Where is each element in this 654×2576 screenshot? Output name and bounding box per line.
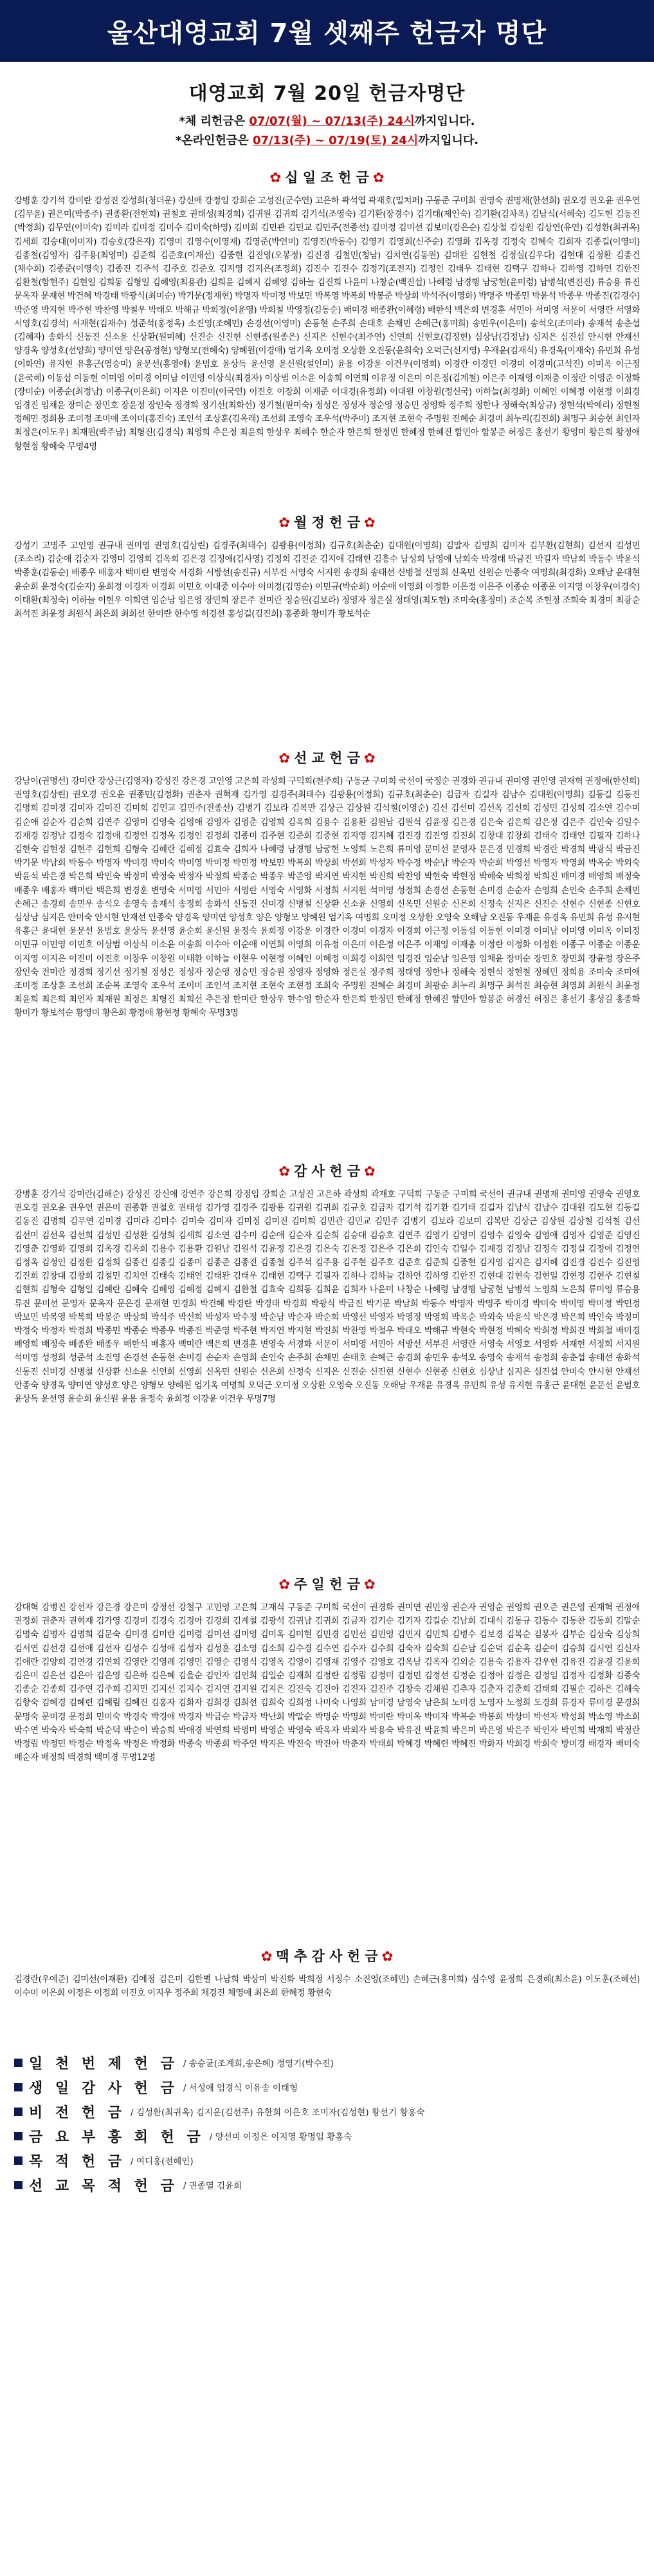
notice-suffix: 까지입니다. — [418, 134, 479, 147]
section-title: 월 정 헌 금 — [293, 515, 361, 530]
square-bullet-icon — [14, 2083, 23, 2091]
offering-title: 목 적 헌 금 — [29, 2153, 125, 2170]
flower-icon: ✿ — [278, 1577, 290, 1592]
flower-icon: ✿ — [381, 1949, 394, 1964]
section-heading — [14, 1946, 640, 1965]
section-harvest-thanks — [14, 1946, 640, 2028]
other-offerings — [14, 2050, 640, 2197]
name-list: 강남이(권명선) 강미란 강상근(김영자) 강성진 강은경 고인영 고은희 곽성희 구덕희(천주희) 구동균 구미희 국선이 국정순 권경화 권규내 권미영 권인영 권재혁 권정애(한선희) 권영호(김상린) 권오경 권오윤 권종민(김정화) 권춘자 권혁재 김가영 김경주(최태수) 김광용(이정희) 김규호(최춘순) 김금자 김길자 김남수 김대원(이명희) 김동길 김동진 김명희 김미경 김미자 김미진 김미희 김민교 김민주(전종선) 김병기 김보라 김복만 김상근 김상원 김석철(이영순) 김선 김선미 김선옥 김선희 김성민 김성희 김소연 김수미 김순애 김순자 김순희 김연주 김영미 김영숙 김영애 김영자 김영춘 김영희 김옥희 김용수 김용환 김원남 김원석 김윤정 김은경 김은숙 김은희 김은정 김은주 김인숙 김일수 김재경 김정남 김정숙 김정애 김정연 김정옥 김정인 김정희 김종미 김주현 김준희 김중현 김지영 김지혜 김진경 김진영 김진희 김창대 김창희 김태숙 김태연 김필자 김하나 김현숙 김현정 김현주 김현희 김형숙 김혜란 김혜정 김효숙 김희자 나혜령 남경행 남궁현 노영희 노은희 류미영 문미선 문영자 문은경 민경희 박경란 박경희 박광식 박금진 박기문 박남희 박동수 박명자 박미경 박미숙 박미영 박미정 박민정 박보민 박복희 박상희 박선희 박성자 박수정 박순남 박순자 박순희 박영선 박영자 박영희 박옥순 박외숙 박윤석 박은경 박은희 박인숙 박정미 박정숙 박정자 박정희 박종순 박종우 박준영 박지연 박지현 박진희 박찬영 박현숙 박현정 박혜숙 박희정 박희진 배미경 배영희 배정숙 배종우 배홍자 백미란 백은희 변경훈 변영숙 서미영 서민아 서영란 서영숙 서영화 서정희 서지원 석미영 성정희 손경선 손동현 손미경 손순자 손영희 손인숙 손주희 손채민 손혜근 송경희 송민우 송석오 송영숙 송재석 송정희 송화석 신동진 신미경 신병철 신상환 신소윤 신영희 신옥민 신원순 신은희 신정숙 신지은 신진순 신현수 신현종 신현호 심상남 심지은 안미숙 안시현 안재선 안종숙 양경옥 양미연 양성호 양은 양형모 양혜원 엄기옥 여명희 오미정 오상환 오영숙 오해남 오진동 우재윤 유경옥 유민희 유성 유지현 유홍근 윤대현 윤문선 윤범호 윤상득 윤선영 윤순희 윤신원 윤정숙 윤희정 이강윤 이경란 이경미 이경자 이경희 이근정 이동섭 이동현 이미경 이미남 이미영 이미옥 이미정 이민규 이민영 이민호 이상범 이상식 이소윤 이송희 이수아 이순애 이연희 이영희 이유정 이은미 이은정 이은주 이재영 이재충 이정란 이정화 이정환 이종구 이종순 이종운 이지영 이지은 이진미 이진호 이창우 이창원 이태환 이하늘 이현우 이현정 이혜인 이혜정 이희경 이희연 임경진 임순남 임은영 임채윤 장미순 장민호 장민희 장윤정 장은주 장인숙 전미란 정경희 정기선 정기철 정성은 정성자 정순영 정승민 정승원 정영자 정영화 정은실 정주희 정태영 정한나 정해숙 정현석 정현철 정혜민 정희용 조미숙 조미애 조미정 조상훈 조선희 조순복 조영숙 조우석 조이미 조인석 조지현 조현숙 조현정 조희숙 주명원 진혜순 최경미 최광순 최누리 최명구 최석진 최승현 최영희 최원식 최윤정 최윤희 최은희 최인자 최재원 최정은 최형진 최희선 추은정 한미란 한상우 한수영 한순자 한은희 한정민 한혜정 한혜진 함민아 함봉준 허경선 허정은 홍선기 홍성길 홍종화 황미가 황보석순 황영미 황은희 황정애 황현정 황혜숙 무명3명 — [14, 777, 640, 1019]
offering-period-notice — [0, 112, 654, 151]
list-item — [14, 2099, 640, 2124]
square-bullet-icon — [14, 2156, 23, 2165]
list-item — [14, 2173, 640, 2197]
flower-icon: ✿ — [364, 515, 376, 530]
flower-icon: ✿ — [260, 1949, 273, 1964]
flower-icon: ✿ — [372, 170, 385, 185]
offering-title: 비 전 헌 금 — [29, 2104, 125, 2121]
name-list: 강병훈 강기석 강미란 강성진 강성희(청더운) 강신애 강정임 강희순 고성진(군수연) 고은하 곽석엽 곽재호(밀치퍼) 구동준 구미희 권영숙 권명재(한선희) 권오경 권오윤 권우연(김무윤) 권은미(박종주) 권종환(전현희) 권철호 권태성(최경희) 김귀원 김귀희 김기석(조영숙) 김기환(장경수) 김기태(제인숙) 김기환(김차옥) 김남식(서혜숙) 김도현 김동진(박정희) 김무연(이미숙) 김미라 김미정 김미수 김미숙(하영) 김미희 김민관 김민교 김민주(전종선) 김미정 김미선 김보미(강은순) 김상철 김상원 김상연(유연) 김성환(최귀옥) 김세희 김승대(이미자) 김승호(강은자) 김영미 김영수(이영재) 김영준(박연미) 김영진(박동수) 김영기 김영희(신주순) 김영화 김옥경 김정숙 김혜숙 김희자 김종길(이영미) 김종철(김영자) 김주용(최영미) 김준희 김준호(이재선) 김중현 김진영(오봉정) 김진경 김철민(청남) 김치연(김동원) 김태완 김현철 김정실(김우다) 김현대 김정환 김종건(채수희) 김종준(이영숙) 김종진 김주석 김주호 김준호 김지영 김지은(조정희) 김진수 김진수 김정기(조전지) 김정인 김태우 김태현 김택구 김하나 김하영 김하연 김한진 김환철(함현주) 김현일 김희동 김형일 김혜영(최용관) 김희윤 김혜지 김혜영 김하늘 김진희 나윤미 나창순(백진섭) 나혜령 남경행 남궁현(윤미령) 남병석(변진진) 류승용 류진 문옥자 문재현 박건혜 박경태 박광식(최미순) 박기문(정재현) 박명자 박미정 박보민 박복영 박복희 박봉준 박상희 박석주(이영화) 박명주 박종민 박윤석 박종우 박종진(김경수) 박준영 박지현 박주현 박찬영 박철우 박태오 박해규 박희정(이윤영) 박희철 박영정(김동순) 배미경 배종완(이혜령) 배한석 백은희 변경훈 서민아 서미영 서문이 서영란 서영화 서영호(김경석) 서재현(김재수) 성준석(홍정옥) 소진영(조혜민) 손경선(이영미) 손동현 손주희 손태호 손채민 손혜근(홍미희) 송민우(이은미) 송석오(조미라) 송재석 송춘섭(김혜자) 송화석 신동진 신소윤 신상환(원미혜) 신진순 신진현 신현종(원종은) 신지은 신현수(최주연) 신연희 신현호(김정현) 심상남(김정남) 심지은 심진섭 안시현 안재선 양경옥 양성호(선양희) 양미연 양은(공정현) 양형모(전혜숙) 양혜원(이경애) 엄기옥 오미정 오상환 오진동(윤희숙) 오덕근(신지영) 우재윤(김재식) 유경옥(이재숙) 유민희 유성(이화연) 유지현 유홍근(염승미) 윤문선(홍영애) 윤범호 윤상득 윤선영 윤신원(설인미) 윤용 이강윤 이건우(이영희) 이경란 이경민 이경미 이경미(고석진) 이미옥 이근정 (윤국혜) 이동섭 이동현 이미영 이미경 이미남 이민영 이상식(최경자) 이상범 이소윤 이송희 이연희 이유정 이은미 이은정(김계철) 이은주 이재영 이재충 이정란 이영준 이정화(장미순) 이종순(최정남) 이종구(이은희) 이지은 이진미(이국연) 이진호 이장희 이재준 이대경(유정희) 이대원 이창원(정신국) 이하늘(최경화) 이혜인 이혜정 이현정 이희경 임경진 임채윤 장미순 장민호 장윤정 장인숙 정경희 정기선(최화선) 정기철(원미숙) 정성은 정성자 정순영 정승민 정영화 정주희 정한나 정해숙(최상규) 정현석(박예리) 정현철 정혜민 정희용 조미정 조미애 조이미(홍진숙) 조인석 조상훈(김옥래) 조선희 조영숙 조우석(박주미) 조지현 조현숙 주명원 진혜순 최경미 최누리(김진희) 최명구 최승현 최인자 최정은(이도우) 최재원(박주남) 최형진(김경식) 최영희 추은정 최윤희 한상우 최혜수 한순자 한은희 한정민 한혜정 한혜진 함민아 함봉준 허정은 홍선기 황영미 황은희 황정애 황현정 황혜숙 무명4명 — [14, 196, 640, 452]
section-title: 맥 추 감 사 헌 금 — [276, 1949, 378, 1964]
list-item — [14, 2050, 640, 2075]
flower-icon: ✿ — [364, 1577, 376, 1592]
section-tithe — [14, 167, 640, 496]
section-heading — [14, 1574, 640, 1593]
name-list: 강대혁 강병진 강선자 강은경 강은미 강정선 강철구 고민영 고은희 고재식 구동준 구미희 국선이 권경화 권미연 권민정 권순자 권영순 권영희 권오준 권은영 권재혁 권정애 권정희 권춘자 권혁재 김가영 김경미 김경숙 김경아 김경희 김계철 김광석 김귀남 김귀희 김금자 김기순 김기자 김길순 김남희 김대식 김동규 김동수 김동찬 김동희 김말순 김명숙 김명자 김명희 김문숙 김미경 김미란 김미령 김미선 김미영 김미옥 김미현 김민경 김민선 김민영 김민지 김민희 김병수 김보경 김복순 김봉자 김부순 김상숙 김상희 김서연 김선경 김선애 김선자 김성수 김성애 김성자 김성훈 김소영 김소희 김수경 김수연 김수자 김수희 김숙자 김숙희 김순남 김순덕 김순옥 김순이 김승희 김시연 김신자 김애란 김양희 김연경 김연희 김영란 김영례 김영민 김영순 김영식 김영옥 김영이 김영재 김영주 김영호 김옥남 김옥자 김외순 김용숙 김용자 김우현 김유진 김윤경 김윤희 김은미 김은선 김은아 김은영 김은하 김은혜 김을순 김인자 김인희 김일순 김재희 김정란 김정림 김정미 김정민 김정선 김정순 김정아 김정은 김정임 김정자 김정화 김종숙 김종순 김종희 김주연 김주희 김지민 김지선 김지수 김지연 김지원 김지은 김진숙 김진아 김진자 김진주 김창숙 김채원 김추자 김춘자 김춘희 김태희 김필순 김하은 김해숙 김향숙 김혜경 김혜련 김혜림 김혜진 김홍자 김화자 김희경 김희선 김희숙 김희정 나미숙 나영희 남미경 남영숙 남은희 노미경 노영자 노정희 도경희 류경자 류미경 문경희 문명숙 문미경 문정희 민미숙 박경숙 박경애 박경자 박금순 박금자 박난희 박말순 박명순 박명희 박미란 박미옥 박미자 박복순 박봉희 박상미 박선자 박성희 박소영 박소희 박수연 박숙자 박숙희 박순덕 박순이 박승희 박애경 박연희 박영미 박영순 박영숙 박옥자 박외자 박용숙 박유진 박윤희 박은미 박은영 박은주 박인자 박인희 박재희 박정란 박정림 박정민 박정순 박정옥 박정은 박정화 박종숙 박종희 박주연 박지은 박진숙 박진아 박춘자 박태희 박혜경 박혜련 박혜진 박화자 박희경 박희숙 방미경 배경자 배미숙 배순자 배정희 백경희 백미경 무명12명 — [14, 1603, 640, 1763]
section-thanksgiving — [14, 1161, 640, 1557]
offering-names: / 김성환(최귀옥) 김지운(김선주) 유한희 이은호 조미자(김성현) 황선기 황홍숙 — [131, 2108, 425, 2118]
offering-names: / 양선미 이정은 이지영 황명입 황홍숙 — [209, 2132, 352, 2142]
square-bullet-icon — [14, 2181, 23, 2189]
page-title — [0, 0, 654, 62]
name-list: 강병훈 강기석 강미란(김해순) 강성진 강신애 강연주 강은희 강정임 강희순 고성진 고은하 곽성희 곽재호 구덕희 구동준 구미희 국선이 권규내 권명재 권미영 권영숙 권영호 권오경 권오윤 권우연 권은미 권종환 권철호 권태성 김가영 김경주 김광용 김귀원 김귀희 김규호 김금자 김기석 김기환 김기태 김길자 김남식 김남수 김대원 김도현 김동길 김동진 김명희 김무연 김미경 김미라 김미수 김미숙 김미자 김미정 김미진 김미희 김민관 김민교 김민주 김병기 김보라 김보미 김복만 김상근 김상원 김상철 김석철 김선 김선미 김선옥 김선희 김성민 김성환 김성희 김세희 김소연 김수미 김순애 김순자 김순희 김승대 김승호 김연주 김영기 김영미 김영수 김영숙 김영애 김영자 김영준 김영진 김영춘 김영화 김영희 김옥경 김옥희 김용수 김용환 김원남 김원석 김윤정 김은경 김은숙 김은정 김은주 김은희 김인숙 김일수 김재경 김정남 김정숙 김정실 김정애 김정연 김정옥 김정인 김정환 김정희 김종건 김종길 김종미 김종준 김종진 김종철 김주석 김주용 김주현 김주호 김준호 김준희 김중현 김지영 김지은 김지혜 김진경 김진수 김진영 김진희 김창대 김창희 김철민 김치연 김태숙 김태연 김태완 김태우 김태현 김택구 김필자 김하나 김하늘 김하연 김하영 김한진 김현대 김현숙 김현일 김현정 김현주 김현철 김현희 김형숙 김형일 김혜란 김혜숙 김혜영 김혜정 김혜지 김환철 김효숙 김희동 김희윤 김희자 나윤미 나창순 나혜령 남경행 남궁현 남병석 노영희 노은희 류미영 류승용 류진 문미선 문영자 문옥자 문은경 문재현 민경희 박건혜 박경란 박경태 박경희 박광식 박금진 박기문 박남희 박동수 박명자 박명주 박미경 박미숙 박미영 박미정 박민정 박보민 박복영 박복희 박봉준 박상희 박석주 박선희 박성자 박수정 박순남 박순자 박순희 박영선 박영자 박영정 박영희 박옥순 박외숙 박윤석 박은경 박은희 박인숙 박정미 박정숙 박정자 박정희 박종민 박종순 박종우 박종진 박준영 박주현 박지연 박지현 박진희 박찬영 박철우 박태오 박해규 박현숙 박현정 박혜숙 박희정 박희진 박희철 배미경 배영희 배정숙 배종완 배종우 배한석 배홍자 백미란 백은희 변경훈 변영숙 서경화 서문이 서미영 서민아 서방선 서부진 서영란 서영숙 서영호 서영화 서재현 서정희 서지원 석미영 성정희 성준석 소진영 손경선 손동현 손미경 손순자 손영희 손인숙 손주희 손채민 손태호 손혜근 송경희 송민우 송석오 송영숙 송재석 송정희 송춘섭 송태선 송화석 신동진 신미경 신병철 신상환 신소윤 신연희 신영희 신옥민 신원순 신은희 신정숙 신지은 신진순 신진현 신현수 신현종 신현호 심상남 심지은 심진섭 안미숙 안시현 안재선 안종숙 양경옥 양미연 양성호 양은 양형모 양혜원 엄기옥 여명희 오덕근 오미정 오상환 오영숙 오진동 오해남 우재윤 유경옥 유민희 유성 유지현 유홍근 윤대현 윤문선 윤범호 윤상득 윤선영 윤순희 윤신원 윤용 윤정숙 윤희정 이강윤 이건우 무명7명 — [14, 1190, 640, 1405]
flower-icon: ✿ — [364, 1163, 376, 1179]
section-mission — [14, 748, 640, 1144]
offering-names: / 서성애 엄경식 이유송 이태형 — [183, 2083, 298, 2093]
square-bullet-icon — [14, 2108, 23, 2116]
notice-label: *체 리헌금은 — [179, 115, 246, 128]
notice-line-online — [0, 131, 654, 151]
section-title: 십 일 조 헌 금 — [285, 170, 369, 185]
section-title: 감 사 헌 금 — [293, 1163, 361, 1179]
flower-icon: ✿ — [278, 515, 290, 530]
flower-icon: ✿ — [364, 750, 376, 766]
section-monthly — [14, 512, 640, 731]
notice-range: 07/13(주) ~ 07/19(토) 24시 — [252, 134, 419, 147]
flower-icon: ✿ — [278, 1163, 290, 1179]
offering-title: 생 일 감 사 헌 금 — [29, 2080, 178, 2097]
section-sunday — [14, 1574, 640, 1929]
offering-names: / 권종열 김윤희 — [183, 2181, 242, 2191]
square-bullet-icon — [14, 2132, 23, 2140]
section-title: 선 교 헌 금 — [293, 750, 361, 766]
list-title: 대영교회 7월 20일 헌금자명단 — [188, 82, 466, 105]
square-bullet-icon — [14, 2059, 23, 2067]
offering-names: / 송승균(조계희,송은혜) 정영기(박수진) — [183, 2059, 334, 2069]
list-item — [14, 2148, 640, 2173]
notice-suffix: 까지입니다. — [414, 115, 475, 128]
offering-names: / 여디홍(전혜인) — [131, 2156, 194, 2167]
flower-icon: ✿ — [278, 750, 290, 766]
notice-range: 07/07(월) ~ 07/13(주) 24시 — [249, 115, 415, 128]
name-list: 강성기 고명주 고인영 권규내 권미영 권영호(김상린) 김경주(최태수) 김광용(이정희) 김규호(최춘순) 김대원(이명희) 김말자 김명희 김미자 김부환(김현희) 김선지 김성민(조소리) 김순애 김순자 김영미 김영희 김옥희 김은경 김정애(김사영) 김정희 김진준 김지애 김태현 김흥수 남성희 남영애 남희숙 박경태 박금진 박길자 박남희 박동수 박윤석 박종훈(김동순) 배종우 배홍자 백미란 변영숙 서경화 서방선(송진규) 서부진 서영숙 서지원 송경희 송태선 신병철 신영희 신옥민 신원순 안종숙 여명희(최경화) 오해남 윤대현 윤순희 윤정숙(김순자) 윤희정 이경자 이경희 이민호 이대중 이수아 이미정(김영순) 이민규(박순희) 이순애 이영희 이정환 이은정 이은주 이종순 이종운 이지영 이창우(이경숙) 이태환(최정숙) 이하늘 이현우 이희연 임순남 임은영 장민희 장은주 전미란 정승원(김보라) 정영자 정은실 정태영(최도현) 조미숙(홍정미) 조순복 조현정 조희숙 최경미 최광순 최석진 최윤정 최원식 최은희 최희선 한미란 한수영 허경선 홍성길(김진희) 홍종화 황미가 황보석순 — [14, 541, 640, 620]
notice-label: *온라인헌금은 — [175, 134, 249, 147]
offering-title: 일 천 번 제 헌 금 — [29, 2055, 178, 2072]
list-item — [14, 2075, 640, 2099]
section-heading — [14, 1161, 640, 1180]
section-heading — [14, 512, 640, 532]
notice-line-general — [0, 112, 654, 131]
offering-title: 금 요 부 흥 회 헌 금 — [29, 2129, 204, 2145]
page-title-text: 울산대영교회 7월 셋째주 헌금자 명단 — [107, 18, 547, 48]
offering-title: 선 교 목 적 헌 금 — [29, 2178, 178, 2194]
flower-icon: ✿ — [269, 170, 282, 185]
section-heading — [14, 167, 640, 187]
section-title: 주 일 헌 금 — [293, 1577, 361, 1592]
list-item — [14, 2124, 640, 2148]
section-heading — [14, 748, 640, 767]
name-list: 김경란(우예준) 김미선(이재환) 김예정 김은미 김한별 나남희 박상미 박진화 박희정 서정수 소진영(조혜민) 손혜근(홍미희) 심수영 윤정희 은경혜(최소윤) 이도훈(조혜선) 이수미 이은희 이정은 이정희 이진호 이지우 정주희 채경진 채영애 최은희 한혜정 황현숙 — [14, 1975, 640, 1999]
